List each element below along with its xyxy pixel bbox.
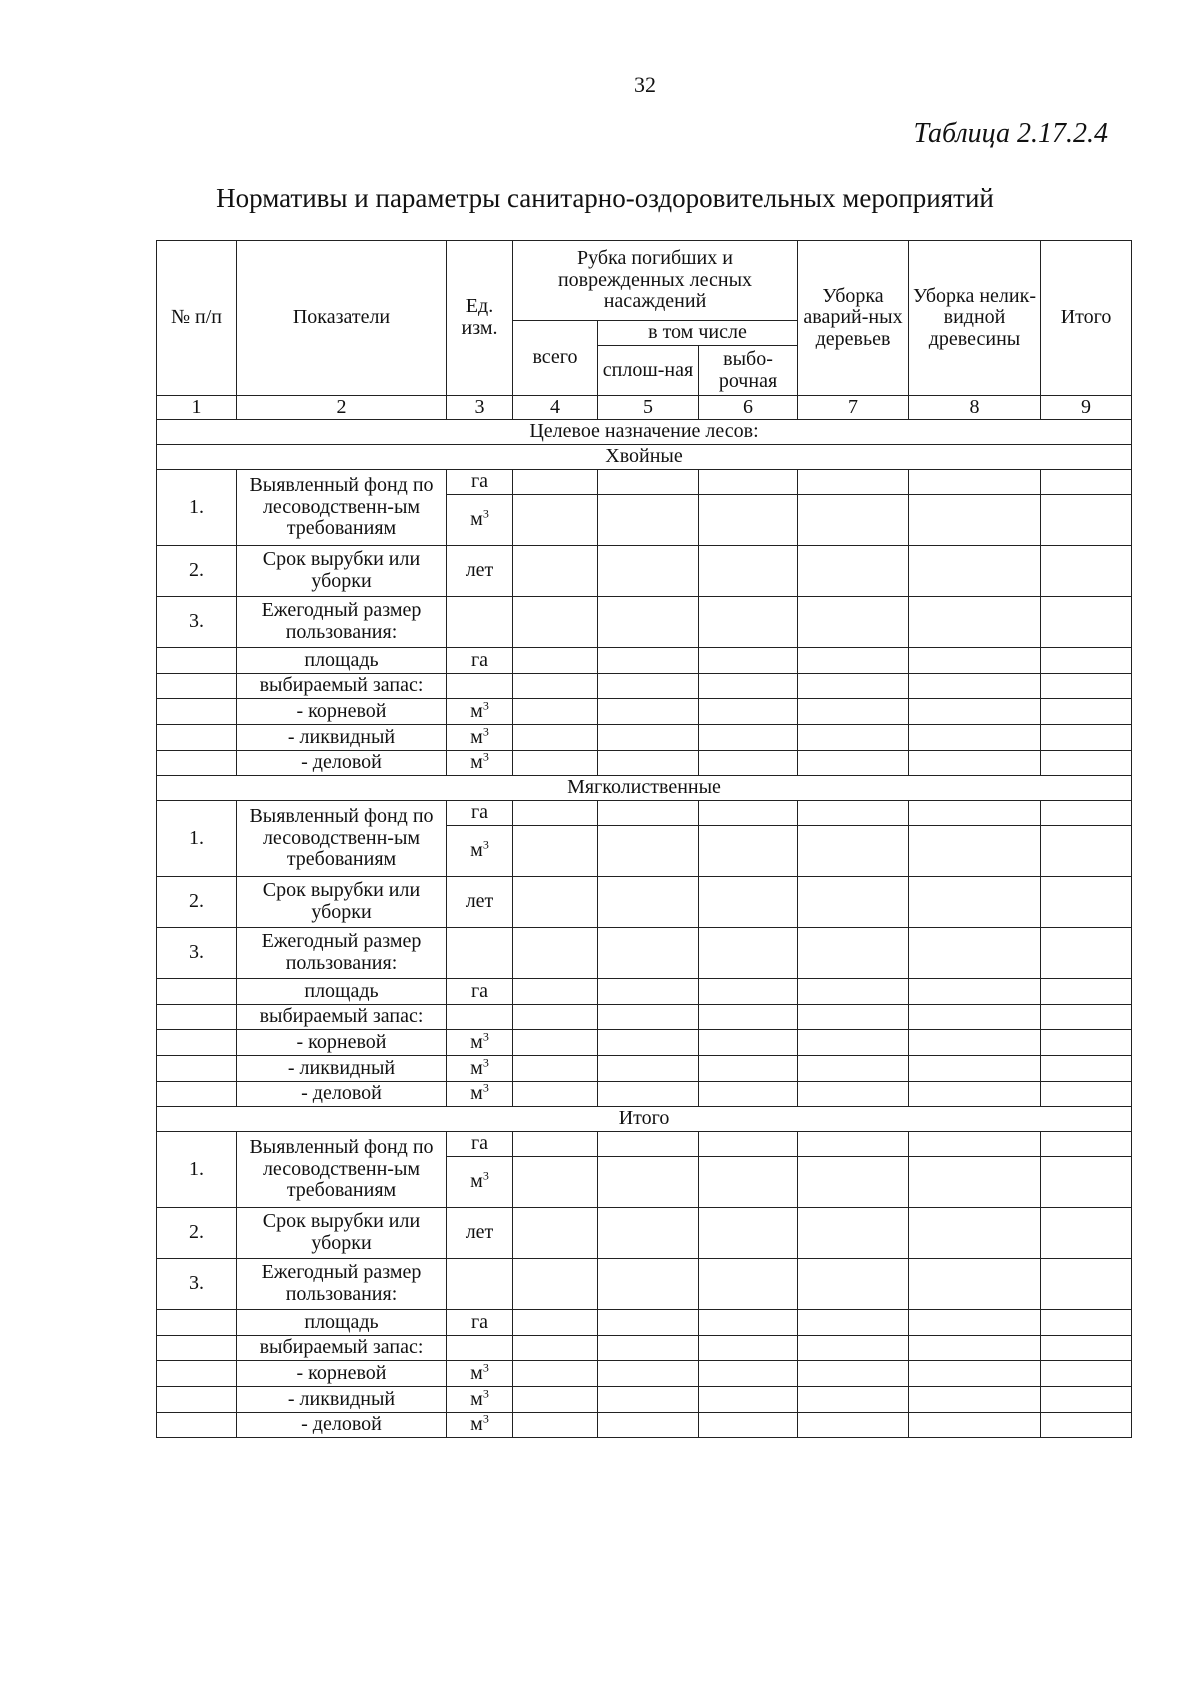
unit-cell: $м^3$ [447,1387,513,1413]
column-number: 5 [598,396,699,420]
row-number: 2. [157,546,237,597]
section-header: Итого [157,1107,1132,1132]
unit-cell: $м^3$ [447,1157,513,1208]
unit-cell: га [447,648,513,674]
unit-cell: лет [447,877,513,928]
row-number: 2. [157,1208,237,1259]
column-number: 1 [157,396,237,420]
row-label: - деловой [237,1413,447,1438]
unit-cell: $м^3$ [447,699,513,725]
column-number: 2 [237,396,447,420]
unit-cell: га [447,1132,513,1157]
row-label: - деловой [237,1082,447,1107]
section-header: Хвойные [157,445,1132,470]
header-emergency: Уборка аварий-ных деревьев [798,241,909,396]
row-label: выбираемый запас: [237,1005,447,1030]
header-num: № п/п [157,241,237,396]
unit-cell: $м^3$ [447,1361,513,1387]
header-selective: выбо-рочная [699,346,798,396]
row-number: 1. [157,1132,237,1208]
unit-cell: лет [447,1208,513,1259]
row-number: 3. [157,597,237,648]
table-label: Таблица 2.17.2.4 [913,118,1108,149]
unit-cell: га [447,1310,513,1336]
header-nonliquid: Уборка нелик-видной древесины [909,241,1041,396]
row-label: площадь [237,979,447,1005]
column-number: 7 [798,396,909,420]
header-clear: сплош-ная [598,346,699,396]
row-label: - ликвидный [237,725,447,751]
page-number: 32 [634,72,656,97]
row-label: Срок вырубки или уборки [237,1208,447,1259]
header-total-felling: всего [513,321,598,396]
row-number: 1. [157,801,237,877]
column-number-row [157,396,1132,420]
row-label: площадь [237,1310,447,1336]
row-label: - корневой [237,1030,447,1056]
row-label: - ликвидный [237,1056,447,1082]
column-number: 3 [447,396,513,420]
row-number: 3. [157,1259,237,1310]
row-label: Выявленный фонд по лесоводственн-ым требованиям [237,470,447,546]
row-label: Ежегодный размер пользования: [237,597,447,648]
column-number: 9 [1041,396,1132,420]
row-label: площадь [237,648,447,674]
row-label: Срок вырубки или уборки [237,877,447,928]
column-number: 4 [513,396,598,420]
purpose-row: Целевое назначение лесов: [157,420,1132,445]
unit-cell: $м^3$ [447,1413,513,1438]
norms-table [156,240,1132,1438]
header-indicators: Показатели [237,241,447,396]
row-label: - корневой [237,699,447,725]
unit-cell: лет [447,546,513,597]
unit-cell: га [447,470,513,495]
row-number: 2. [157,877,237,928]
row-label: - деловой [237,751,447,776]
row-label: Выявленный фонд по лесоводственн-ым требованиям [237,1132,447,1208]
row-label: - ликвидный [237,1387,447,1413]
unit-cell: $м^3$ [447,751,513,776]
unit-cell: $м^3$ [447,1030,513,1056]
unit-cell: $м^3$ [447,725,513,751]
row-label: Ежегодный размер пользования: [237,928,447,979]
unit-cell: га [447,979,513,1005]
unit-cell: га [447,801,513,826]
header-including: в том числе [598,321,798,346]
section-header: Мягколиственные [157,776,1132,801]
unit-cell: $м^3$ [447,495,513,546]
column-number: 8 [909,396,1041,420]
document-title: Нормативы и параметры санитарно-оздоровительных мероприятий [216,183,994,213]
row-label: - корневой [237,1361,447,1387]
row-label: Ежегодный размер пользования: [237,1259,447,1310]
row-label: выбираемый запас: [237,1336,447,1361]
header-felling: Рубка погибших и поврежденных лесных насаждений [513,241,798,321]
row-number: 1. [157,470,237,546]
row-label: Выявленный фонд по лесоводственн-ым требованиям [237,801,447,877]
unit-cell: $м^3$ [447,1082,513,1107]
unit-cell: $м^3$ [447,826,513,877]
row-label: Срок вырубки или уборки [237,546,447,597]
header-total: Итого [1041,241,1132,396]
unit-cell: $м^3$ [447,1056,513,1082]
row-label: выбираемый запас: [237,674,447,699]
row-number: 3. [157,928,237,979]
column-number: 6 [699,396,798,420]
header-unit: Ед. изм. [447,241,513,396]
